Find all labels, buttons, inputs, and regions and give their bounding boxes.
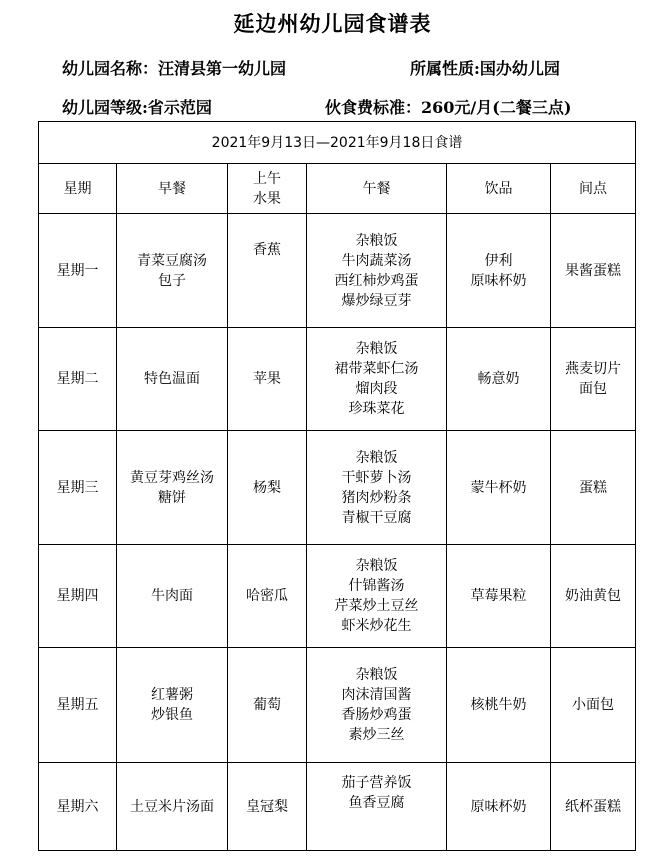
drink-cell <box>447 214 551 328</box>
lunch-item: 杂粮饭 <box>355 667 398 683</box>
header-drink: 饮品 <box>447 164 551 214</box>
fruit-cell: 苹果 <box>228 328 307 431</box>
breakfast-item: 黄豆芽鸡丝汤 <box>130 469 214 486</box>
breakfast-item: 青菜豆腐汤 <box>137 252 207 269</box>
day-cell: 星期五 <box>39 648 117 763</box>
drink-cell <box>447 545 551 648</box>
snack-item: 蛋糕 <box>579 479 608 496</box>
lunch-cell <box>307 763 447 851</box>
lunch-item: 鱼香豆腐 <box>348 795 405 811</box>
snack-item: 燕麦切片 <box>565 361 622 377</box>
lunch-item: 牛肉蔬菜汤 <box>341 252 412 269</box>
day-cell: 星期二 <box>39 328 117 431</box>
breakfast-item: 牛肉面 <box>151 588 193 604</box>
meal-fee-standard: 伙食费标准：260元/月(二餐三点) <box>325 98 572 117</box>
table-row <box>39 763 636 851</box>
header-day: 星期 <box>39 164 117 214</box>
header-lunch: 午餐 <box>307 164 447 214</box>
lunch-item: 干虾萝卜汤 <box>341 469 412 486</box>
lunch-item: 熘肉段 <box>355 381 398 397</box>
breakfast-cell <box>117 763 228 851</box>
lunch-item: 虾米炒花生 <box>341 618 412 634</box>
lunch-item: 香肠炒鸡蛋 <box>341 707 412 723</box>
snack-cell <box>551 214 636 328</box>
header-fruit-line: 水果 <box>253 190 281 207</box>
lunch-cell <box>307 431 447 545</box>
day-cell: 星期四 <box>39 545 117 648</box>
day-cell: 星期三 <box>39 431 117 545</box>
snack-item: 面包 <box>579 381 608 397</box>
lunch-item: 裙带菜虾仁汤 <box>334 361 419 377</box>
breakfast-cell <box>117 545 228 648</box>
lunch-item: 青椒干豆腐 <box>341 509 412 526</box>
lunch-item: 杂粮饭 <box>355 449 398 466</box>
day-cell: 星期一 <box>39 214 117 328</box>
drink-item: 草莓果粒 <box>470 588 527 604</box>
breakfast-cell <box>117 328 228 431</box>
snack-cell <box>551 648 636 763</box>
snack-cell <box>551 545 636 648</box>
drink-cell <box>447 431 551 545</box>
breakfast-item: 红薯粥 <box>151 687 193 703</box>
breakfast-cell <box>117 648 228 763</box>
snack-cell <box>551 328 636 431</box>
lunch-item: 杂粮饭 <box>355 232 398 249</box>
lunch-item: 猪肉炒粉条 <box>341 489 412 506</box>
kindergarten-name: 幼儿园名称：汪清县第一幼儿园 <box>62 59 287 78</box>
drink-item: 核桃牛奶 <box>470 697 527 713</box>
lunch-cell <box>307 545 447 648</box>
snack-item: 果酱蛋糕 <box>565 262 622 279</box>
kindergarten-nature: 所属性质:国办幼儿园 <box>410 59 560 78</box>
lunch-item: 杂粮饭 <box>355 558 398 574</box>
breakfast-cell <box>117 214 228 328</box>
kindergarten-level: 幼儿园等级:省示范园 <box>62 98 212 117</box>
menu-table <box>38 121 636 851</box>
fruit-cell: 皇冠梨 <box>228 763 307 851</box>
page-title: 延边州幼儿园食谱表 <box>233 11 432 36</box>
table-row <box>39 214 636 328</box>
header-fruit <box>228 164 307 214</box>
table-row <box>39 328 636 431</box>
fruit-cell: 香蕉 <box>228 214 307 328</box>
lunch-item: 西红柿炒鸡蛋 <box>334 272 419 289</box>
day-cell: 星期六 <box>39 763 117 851</box>
header-breakfast: 早餐 <box>117 164 228 214</box>
lunch-item: 芹菜炒土豆丝 <box>334 598 419 614</box>
lunch-item: 爆炒绿豆芽 <box>341 292 412 309</box>
breakfast-cell <box>117 431 228 545</box>
drink-item: 原味杯奶 <box>470 798 527 815</box>
snack-cell <box>551 763 636 851</box>
drink-cell <box>447 328 551 431</box>
drink-item: 畅意奶 <box>477 371 520 387</box>
header-row <box>39 164 636 214</box>
lunch-cell <box>307 214 447 328</box>
lunch-item: 杂粮饭 <box>355 341 398 357</box>
lunch-item: 素炒三丝 <box>348 727 405 743</box>
lunch-cell <box>307 328 447 431</box>
drink-item: 原味杯奶 <box>470 272 527 289</box>
snack-item: 小面包 <box>572 697 615 713</box>
menu-period: 2021年9月13日—2021年9月18日食谱 <box>39 122 636 164</box>
snack-item: 奶油黄包 <box>565 588 622 604</box>
lunch-item: 茄子营养饭 <box>341 775 412 791</box>
breakfast-item: 特色温面 <box>144 371 200 387</box>
breakfast-item: 炒银鱼 <box>151 707 193 723</box>
drink-item: 蒙牛杯奶 <box>470 479 527 496</box>
breakfast-item: 糖饼 <box>158 489 186 506</box>
drink-cell <box>447 763 551 851</box>
table-row <box>39 431 636 545</box>
breakfast-item: 包子 <box>158 272 186 289</box>
header-fruit-line: 上午 <box>253 170 281 187</box>
fruit-cell: 葡萄 <box>228 648 307 763</box>
header-snack: 间点 <box>551 164 636 214</box>
snack-cell <box>551 431 636 545</box>
table-row <box>39 545 636 648</box>
drink-cell <box>447 648 551 763</box>
lunch-item: 什锦酱汤 <box>348 578 405 594</box>
drink-item: 伊利 <box>484 252 513 269</box>
snack-item: 纸杯蛋糕 <box>565 798 622 815</box>
breakfast-item: 土豆米片汤面 <box>130 798 214 815</box>
fruit-cell: 哈密瓜 <box>228 545 307 648</box>
lunch-item: 肉沫清国酱 <box>341 687 412 703</box>
table-row <box>39 648 636 763</box>
lunch-item: 珍珠菜花 <box>348 401 405 417</box>
fruit-cell: 杨梨 <box>228 431 307 545</box>
lunch-cell <box>307 648 447 763</box>
